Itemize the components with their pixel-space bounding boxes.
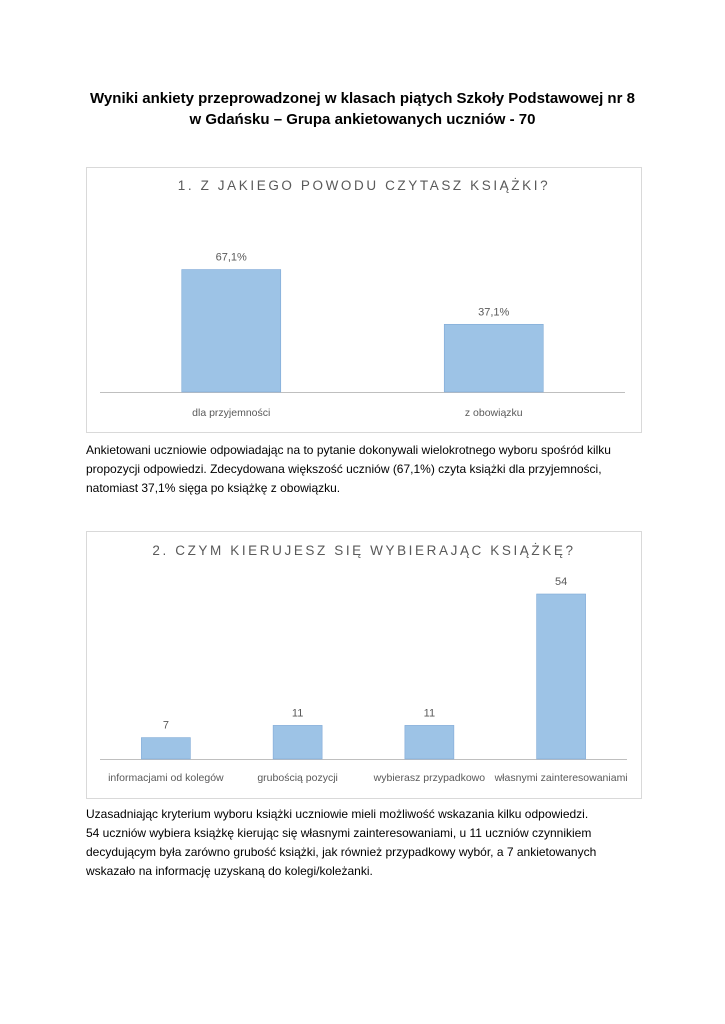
paragraph-line: 54 uczniów wybiera książkę kierując się własnymi zainteresowaniami, u 11 uczniów czynnikiem [86, 826, 592, 840]
bar [273, 725, 322, 759]
data-label: 7 [162, 719, 169, 732]
chart-selection-criteria [86, 531, 642, 799]
bar [444, 324, 543, 392]
chart-title: 2. CZYM KIERUJESZ SIĘ WYBIERAJĄC KSIĄŻKĘ? [152, 543, 576, 558]
bar [537, 594, 586, 759]
chart-reading-reasons-svg [87, 168, 641, 432]
data-label: 37,1% [478, 306, 510, 319]
data-label: 11 [291, 707, 304, 720]
paragraph-line: wskazało na informację uzyskaną do kolegi/koleżanki. [86, 864, 373, 878]
category-label: wybierasz przypadkowo [373, 772, 486, 784]
bar [182, 270, 281, 392]
page-title-line-1: Wyniki ankiety przeprowadzonej w klasach piątych Szkoły Podstawowej nr 8 [90, 90, 635, 107]
paragraph-line: propozycji odpowiedzi. Zdecydowana większość uczniów (67,1%) czyta książki dla przyjemności, [86, 462, 602, 476]
chart-title: 1. Z JAKIEGO POWODU CZYTASZ KSIĄŻKI? [177, 178, 551, 193]
paragraph-line: Uzasadniając kryterium wyboru książki uczniowie mieli możliwość wskazania kilku odpowiedzi. [86, 807, 589, 821]
data-label: 67,1% [215, 251, 247, 264]
paragraph-line: decydującym była zarówno grubość książki, jak również przypadkowy wybór, a 7 ankietowanych [86, 845, 597, 859]
page-title [70, 88, 655, 130]
chart-reading-reasons [86, 167, 642, 433]
paragraph-line: natomiast 37,1% sięga po książkę z obowiązku. [86, 481, 341, 495]
category-label: z obowiązku [464, 407, 523, 419]
page-title-line-2: w Gdańsku – Grupa ankietowanych uczniów - 70 [189, 111, 536, 128]
paragraph-reading-reasons [86, 441, 646, 498]
category-label: własnymi zainteresowaniami [494, 772, 628, 784]
category-label: informacjami od kolegów [108, 772, 224, 784]
bar [141, 738, 190, 759]
data-label: 11 [423, 707, 436, 720]
chart-selection-criteria-svg [87, 532, 641, 798]
bar [405, 725, 454, 759]
paragraph-selection-criteria [86, 805, 646, 881]
data-label: 54 [555, 576, 568, 588]
category-label: grubością pozycji [257, 772, 338, 784]
category-label: dla przyjemności [192, 407, 271, 419]
paragraph-line: Ankietowani uczniowie odpowiadając na to pytanie dokonywali wielokrotnego wyboru spośród kilku [86, 443, 611, 457]
